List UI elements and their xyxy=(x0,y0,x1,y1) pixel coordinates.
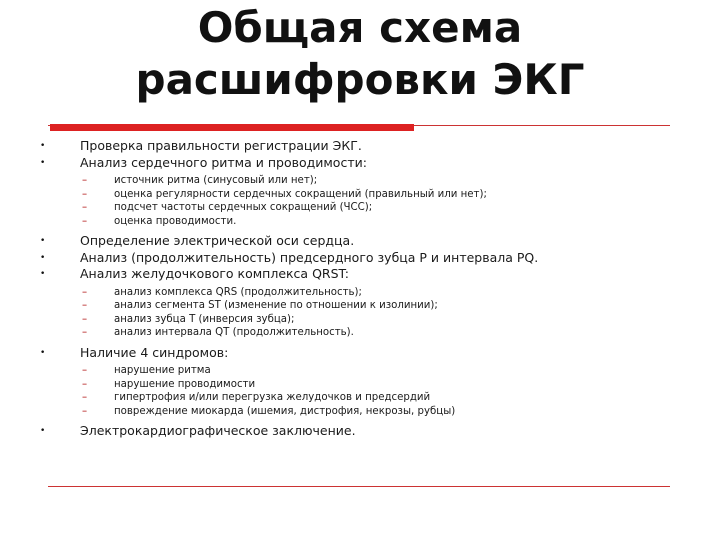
page-title xyxy=(0,2,720,106)
sub-list-item-text: анализ зубца T (инверсия зубца); xyxy=(114,313,295,325)
bullet-icon: • xyxy=(40,236,46,246)
list-item-text: Анализ сердечного ритма и проводимости: xyxy=(80,154,367,170)
sub-list-item-text: источник ритма (синусовый или нет); xyxy=(114,175,318,186)
dash-icon: – xyxy=(82,300,88,311)
sub-list-item-text: повреждение миокарда (ишемия, дистрофия, некрозы, рубцы) xyxy=(114,405,456,417)
dash-icon: – xyxy=(82,365,88,376)
list-item-text: Наличие 4 синдромов: xyxy=(80,344,229,360)
bullet-icon: • xyxy=(40,426,46,436)
list-item xyxy=(0,345,720,362)
bullet-icon: • xyxy=(40,157,46,168)
accent-bar xyxy=(50,124,414,131)
dash-icon: – xyxy=(82,327,88,338)
list-item xyxy=(0,155,720,172)
sub-list-item-text: гипертрофия и/или перегрузка желудочков и предсердий xyxy=(114,392,431,403)
dash-icon: – xyxy=(82,286,88,298)
sub-list-item-text: нарушение ритма xyxy=(114,365,211,376)
bottom-divider xyxy=(48,486,670,487)
dash-icon: – xyxy=(82,392,88,403)
sub-list-item xyxy=(0,188,720,202)
bullet-icon: • xyxy=(40,141,46,151)
sub-list-item xyxy=(0,378,720,392)
list-item xyxy=(0,266,720,283)
title-line-2: расшифровки ЭКГ xyxy=(135,55,585,104)
sub-list-item xyxy=(0,391,720,405)
sub-list-item-text: подсчет частоты сердечных сокращений (ЧСС); xyxy=(114,202,373,213)
sub-list-item xyxy=(0,215,720,229)
sub-list-item xyxy=(0,201,720,215)
dash-icon: – xyxy=(82,202,88,213)
sub-list-item-text: анализ интервала QT (продолжительность). xyxy=(114,327,354,338)
list-item-text: Анализ (продолжительность) предсердного зубца P и интервала PQ. xyxy=(80,249,539,265)
dash-icon: – xyxy=(82,405,88,417)
dash-icon: – xyxy=(82,188,88,200)
sub-list-item-text: анализ сегмента ST (изменение по отношении к изолинии); xyxy=(114,300,438,311)
list-item-text: Анализ желудочкового комплекса QRST: xyxy=(80,266,350,281)
bullet-icon: • xyxy=(40,347,46,358)
title-line-1: Общая схема xyxy=(197,3,523,52)
outline-list xyxy=(0,138,720,440)
sub-list-item-text: анализ комплекса QRS (продолжительность); xyxy=(114,286,362,298)
list-item-text: Определение электрической оси сердца. xyxy=(80,233,355,248)
sub-list-item-text: оценка регулярности сердечных сокращений (правильный или нет); xyxy=(114,188,487,200)
list-item-text: Проверка правильности регистрации ЭКГ. xyxy=(80,138,362,153)
sub-list-item xyxy=(0,405,720,419)
sub-list-item xyxy=(0,326,720,340)
sub-list-item-text: нарушение проводимости xyxy=(114,378,256,390)
sub-list-item xyxy=(0,313,720,327)
list-item xyxy=(0,233,720,250)
list-item xyxy=(0,138,720,155)
list-item xyxy=(0,423,720,440)
sub-list-item xyxy=(0,174,720,188)
list-item xyxy=(0,250,720,267)
bullet-icon: • xyxy=(40,252,46,263)
sub-list-item xyxy=(0,299,720,313)
dash-icon: – xyxy=(82,313,88,325)
sub-list-item xyxy=(0,364,720,378)
dash-icon: – xyxy=(82,378,88,390)
dash-icon: – xyxy=(82,215,88,227)
dash-icon: – xyxy=(82,175,88,186)
bullet-icon: • xyxy=(40,269,46,279)
sub-list-item-text: оценка проводимости. xyxy=(114,215,237,227)
list-item-text: Электрокардиографическое заключение. xyxy=(80,423,356,438)
sub-list-item xyxy=(0,286,720,300)
